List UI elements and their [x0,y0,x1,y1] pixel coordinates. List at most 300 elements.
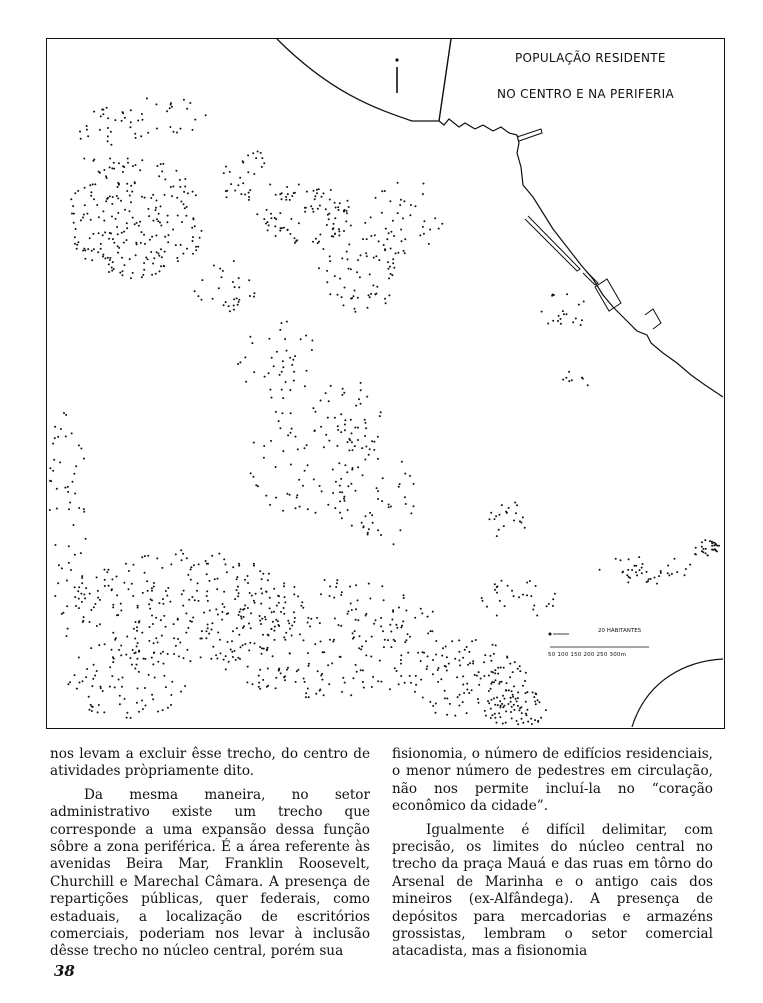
population-dot [514,661,516,663]
population-dot [337,425,339,427]
population-dot [354,290,356,292]
population-dot [180,128,182,130]
population-dot [166,221,168,223]
population-dot [165,626,167,628]
population-dot [469,662,471,664]
population-dot [159,270,161,272]
population-dot [279,427,281,429]
population-dot [99,129,101,131]
population-dot [428,243,430,245]
population-dot [121,686,123,688]
population-dot [133,628,135,630]
population-dot [668,574,670,576]
population-dot [384,248,386,250]
population-dot [232,656,234,658]
population-dot [244,194,246,196]
population-dot [153,652,155,654]
population-dot [516,700,518,702]
population-dot [437,681,439,683]
population-dot [261,578,263,580]
population-dot [110,233,112,235]
population-dot [215,654,217,656]
population-dot [305,692,307,694]
population-dot [211,629,213,631]
population-dot [500,667,502,669]
population-dot [526,709,528,711]
population-dot [704,539,706,541]
population-dot [157,253,159,255]
population-dot [90,195,92,197]
population-dot [225,563,227,565]
population-dot [628,558,630,560]
population-dot [337,294,339,296]
population-dot [67,486,69,488]
population-dot [367,534,369,536]
population-dot [356,271,358,273]
population-dot [705,548,707,550]
population-dot [531,723,533,725]
population-dot [516,720,518,722]
population-dot [182,253,184,255]
population-dot [389,200,391,202]
population-dot [106,571,108,573]
population-dot [423,652,425,654]
population-dot [108,585,110,587]
population-dot [526,582,528,584]
population-dot [155,617,157,619]
population-dot [711,549,713,551]
population-dot [446,670,448,672]
population-dot [148,640,150,642]
population-dot [259,646,261,648]
population-dot [400,659,402,661]
population-dot [390,248,392,250]
population-dot [344,500,346,502]
population-dot [370,293,372,295]
population-dot [336,579,338,581]
population-dot [147,208,149,210]
population-dot [260,588,262,590]
population-dot [238,301,240,303]
population-dot [253,565,255,567]
population-dot [211,555,213,557]
population-dot [184,178,186,180]
population-dot [281,389,283,391]
population-dot [74,554,76,556]
population-dot [454,715,456,717]
population-dot [333,639,335,641]
population-dot [233,305,235,307]
population-dot [201,279,203,281]
population-dot [284,639,286,641]
population-dot [156,165,158,167]
population-dot [339,500,341,502]
population-dot [384,639,386,641]
population-dot [494,589,496,591]
population-dot [69,502,71,504]
population-dot [116,614,118,616]
population-dot [423,233,425,235]
population-dot [351,432,353,434]
population-dot [511,690,513,692]
population-dot [560,323,562,325]
population-dot [72,481,74,483]
population-dot [432,611,434,613]
map-title-line-1: POPULAÇÃO RESIDENTE [515,51,666,65]
population-dot [392,262,394,264]
population-dot [307,617,309,619]
population-dot [295,436,297,438]
population-dot [121,274,123,276]
population-dot [581,319,583,321]
population-dot [291,635,293,637]
population-dot [244,356,246,358]
population-dot [297,595,299,597]
population-dot [312,241,314,243]
population-dot [171,106,173,108]
population-dot [183,191,185,193]
population-dot [287,667,289,669]
population-dot [365,422,367,424]
population-dot [182,605,184,607]
population-dot [386,238,388,240]
population-dot [80,138,82,140]
population-dot [398,486,400,488]
population-dot [260,623,262,625]
population-dot [176,132,178,134]
legend-dot [549,633,552,636]
population-dot [393,543,395,545]
population-dot [155,207,157,209]
population-dot [68,508,70,510]
population-dot [389,688,391,690]
population-dot [615,558,617,560]
population-dot [498,529,500,531]
population-dot [629,577,631,579]
population-dot [341,491,343,493]
population-dot [124,698,126,700]
population-dot [126,222,128,224]
population-dot [397,182,399,184]
population-dot [89,709,91,711]
population-dot [292,359,294,361]
population-dot [475,639,477,641]
population-dot [134,133,136,135]
population-dot [365,252,367,254]
population-dot [264,616,266,618]
population-dot [432,659,434,661]
population-dot [409,636,411,638]
population-dot [155,273,157,275]
population-dot [197,582,199,584]
population-dot [104,257,106,259]
population-dot [173,637,175,639]
population-dot [269,504,271,506]
population-dot [113,242,115,244]
lower-right-arc [632,659,723,727]
population-dot [515,698,517,700]
population-dot [393,235,395,237]
population-dot [499,716,501,718]
population-dot [54,426,56,428]
population-dot [427,616,429,618]
population-dot [268,372,270,374]
population-dot [388,504,390,506]
population-dot [333,597,335,599]
population-dot [575,318,577,320]
population-dot [219,639,221,641]
population-dot [324,579,326,581]
population-dot [107,127,109,129]
population-dot [87,135,89,137]
population-dot [283,582,285,584]
population-dot [294,617,296,619]
population-dot [147,590,149,592]
population-dot [97,711,99,713]
population-dot [437,669,439,671]
population-dot [117,233,119,235]
population-dot [438,667,440,669]
population-dot [233,260,235,262]
population-dot [446,698,448,700]
population-dot [314,643,316,645]
population-dot [581,377,583,379]
population-dot [345,220,347,222]
population-dot [286,493,288,495]
population-dot [138,622,140,624]
population-dot [112,661,114,663]
population-dot [399,204,401,206]
population-dot [647,580,649,582]
population-dot [261,647,263,649]
population-dot [289,628,291,630]
population-dot [100,243,102,245]
population-dot [132,217,134,219]
population-dot [490,683,492,685]
population-dot [194,225,196,227]
population-dot [466,689,468,691]
population-dot [291,195,293,197]
population-dot [320,675,322,677]
population-dot [169,601,171,603]
population-dot [513,595,515,597]
population-dot [156,251,158,253]
population-dot [136,658,138,660]
population-dot [173,623,175,625]
population-dot [552,320,554,322]
paragraph: nos levam a excluir êsse trecho, do centro de atividades pròpriamente dito. [50,746,370,780]
population-dot [179,642,181,644]
population-dot [488,690,490,692]
population-dot [526,714,528,716]
population-dot [304,385,306,387]
population-dot [86,129,88,131]
population-dot [242,162,244,164]
population-dot [156,128,158,130]
population-dot [435,640,437,642]
population-dot [203,612,205,614]
population-dot [74,243,76,245]
population-dot [105,175,107,177]
population-dot [167,215,169,217]
population-dot [137,607,139,609]
population-dot [92,678,94,680]
population-dot [702,548,704,550]
population-dot [396,670,398,672]
population-dot [192,240,194,242]
population-dot [103,220,105,222]
population-dot [260,152,262,154]
population-dot [275,218,277,220]
population-dot [136,630,138,632]
population-dot [515,512,517,514]
population-dot [99,599,101,601]
population-dot [272,655,274,657]
population-dot [319,234,321,236]
population-dot [84,204,86,206]
population-dot [144,555,146,557]
population-dot [494,518,496,520]
population-dot [377,436,379,438]
population-dot [244,643,246,645]
population-dot [130,201,132,203]
population-dot [261,618,263,620]
population-dot [451,640,453,642]
population-dot [639,569,641,571]
population-dot [392,220,394,222]
population-dot [410,204,412,206]
population-dot [126,717,128,719]
population-dot [157,641,159,643]
population-dot [181,221,183,223]
population-dot [81,575,83,577]
population-dot [168,234,170,236]
population-dot [253,371,255,373]
population-dot [658,575,660,577]
population-dot [471,689,473,691]
population-dot [137,605,139,607]
population-dot [298,222,300,224]
population-dot [530,595,532,597]
population-dot [343,498,345,500]
population-dot [187,192,189,194]
population-dot [321,196,323,198]
population-dot [571,379,573,381]
population-dot [259,620,261,622]
population-dot [240,193,242,195]
population-dot [267,579,269,581]
population-dot [351,441,353,443]
population-dot [116,195,118,197]
population-dot [193,218,195,220]
scale-label: 50 100 150 200 250 300m [548,652,627,658]
population-dot [620,559,622,561]
population-dot [261,157,263,159]
population-dot [372,676,374,678]
map-title-line-2: NO CENTRO E NA PERIFERIA [497,87,674,101]
population-dot [434,217,436,219]
population-dot [129,126,131,128]
population-dot [340,478,342,480]
population-dot [189,620,191,622]
population-dot [522,722,524,724]
population-dot [306,370,308,372]
population-dot [136,645,138,647]
population-dot [308,696,310,698]
population-dot [90,219,92,221]
population-dot [341,517,343,519]
population-dot [340,431,342,433]
population-dot [372,284,374,286]
population-dot [271,611,273,613]
population-dot [397,252,399,254]
population-dot [226,613,228,615]
population-dot [357,259,359,261]
population-dot [371,514,373,516]
population-dot [426,668,428,670]
population-dot [192,617,194,619]
population-dot [185,632,187,634]
population-dot [377,458,379,460]
population-dot [60,428,62,430]
population-dot [517,668,519,670]
population-dot [490,660,492,662]
population-dot [120,654,122,656]
population-dot [323,446,325,448]
population-dot [512,696,514,698]
population-dot [347,200,349,202]
population-dot [268,573,270,575]
population-dot [120,603,122,605]
population-dot [512,671,514,673]
population-dot [120,645,122,647]
population-dot [389,266,391,268]
population-dot [177,260,179,262]
population-dot [80,552,82,554]
population-dot [519,670,521,672]
population-dot [404,496,406,498]
population-dot [141,196,143,198]
population-dot [399,529,401,531]
population-dot [320,400,322,402]
population-dot [135,242,137,244]
population-dot [124,117,126,119]
population-dot [674,558,676,560]
population-dot [462,701,464,703]
population-dot [163,615,165,617]
population-dot [369,512,371,514]
population-dot [117,212,119,214]
population-dot [394,640,396,642]
population-dot [137,120,139,122]
population-dot [238,563,240,565]
population-dot [122,270,124,272]
population-dot [181,559,183,561]
population-dot [212,646,214,648]
population-dot [459,664,461,666]
population-dot [180,691,182,693]
population-dot [123,231,125,233]
population-dot [441,223,443,225]
population-dot [404,238,406,240]
population-dot [160,653,162,655]
population-dot [198,600,200,602]
population-dot [193,564,195,566]
population-dot [273,365,275,367]
population-dot [355,405,357,407]
population-dot [304,211,306,213]
population-dot [375,197,377,199]
